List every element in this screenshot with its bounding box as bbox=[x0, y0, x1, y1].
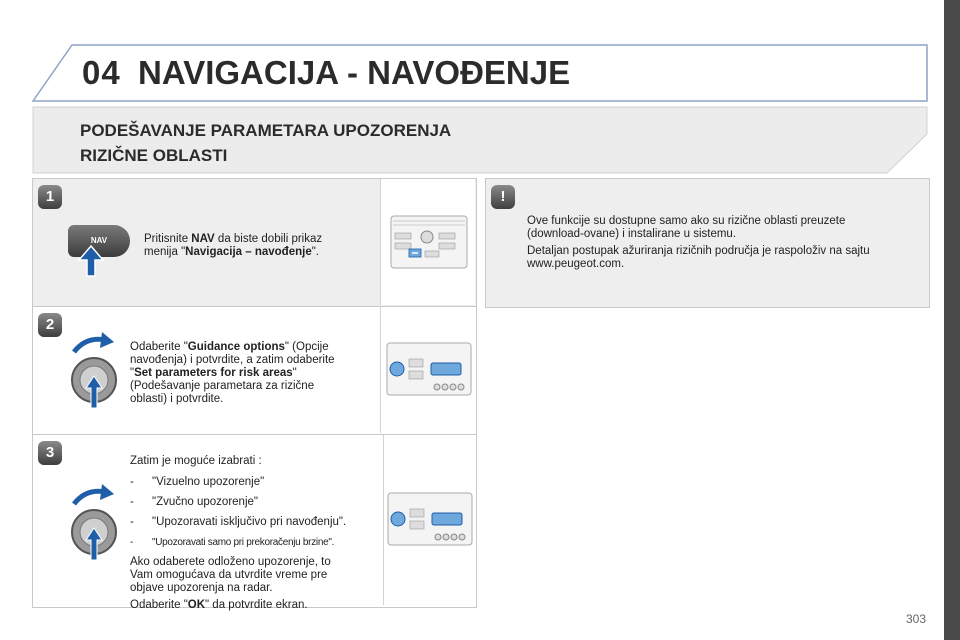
page-number: 303 bbox=[906, 612, 927, 626]
warning-para1-l2: (download-ovane) i instalirane u sistemu. bbox=[527, 228, 737, 240]
option-item: - "Vizuelno upozorenje" bbox=[130, 476, 382, 489]
radio-console-illustration bbox=[381, 179, 475, 305]
chapter-number: 04 bbox=[82, 54, 121, 91]
step-2-badge: 2 bbox=[38, 313, 62, 337]
step-3-para1-l3: objave upozorenja na radar. bbox=[130, 582, 273, 594]
chapter-title: NAVIGACIJA - NAVOĐENJE bbox=[138, 54, 571, 91]
warning-badge: ! bbox=[491, 185, 515, 209]
step-2-l5: oblasti) i potvrdite. bbox=[130, 393, 224, 405]
warning-text bbox=[527, 215, 922, 275]
section-title bbox=[80, 118, 580, 168]
step-1-line1-bold: NAV bbox=[191, 233, 215, 245]
option-item: - "Upozoravati samo pri prekoračenju brzine". bbox=[130, 536, 382, 549]
step-2-l1-bold: Guidance options bbox=[187, 341, 285, 353]
warning-para1 bbox=[527, 215, 922, 241]
step-1-text bbox=[144, 233, 374, 259]
step-3-para1-l1: Ako odaberete odloženo upozorenje, to bbox=[130, 556, 331, 568]
step-3-intro: Zatim je moguće izabrati : bbox=[130, 455, 262, 467]
step-1-line1-suffix: da biste dobili prikaz bbox=[214, 233, 323, 245]
step-2-l1-suffix: " (Opcije bbox=[284, 341, 329, 353]
section-title-line2: RIZIČNE OBLASTI bbox=[80, 146, 228, 165]
warning-para2-l1: Detaljan postupak ažuriranja rizičnih područja je raspoloživ na sajtu bbox=[527, 245, 870, 257]
step-1-line2-bold: Navigacija – navođenje bbox=[185, 246, 312, 258]
step-3-para2 bbox=[130, 599, 382, 612]
option-list bbox=[130, 476, 382, 549]
step-3-para1 bbox=[130, 556, 382, 595]
step-2-l3-prefix: " bbox=[130, 367, 135, 379]
step-3-badge: 3 bbox=[38, 441, 62, 465]
radio-console-illustration bbox=[381, 307, 475, 433]
page-edge-strip bbox=[944, 0, 960, 640]
rotary-knob-icon bbox=[66, 482, 124, 562]
step-1-badge: 1 bbox=[38, 185, 62, 209]
step-2-l4: (Podešavanje parametara za rizične bbox=[130, 380, 315, 392]
step-3-text bbox=[130, 455, 382, 616]
step-3-console-image bbox=[383, 435, 475, 605]
step-1-line2-suffix: ". bbox=[311, 246, 319, 258]
warning-para2-l2: www.peugeot.com. bbox=[527, 258, 625, 270]
press-arrow-icon bbox=[76, 244, 106, 278]
step-2-l3-bold: Set parameters for risk areas bbox=[134, 367, 293, 379]
step-1-line1-prefix: Pritisnite bbox=[144, 233, 192, 245]
step-1-line2-prefix: menija " bbox=[144, 246, 186, 258]
warning-para1-l1: Ove funkcije su dostupne samo ako su rizične oblasti preuzete bbox=[527, 215, 846, 227]
step-3-para2-bold: OK bbox=[187, 599, 206, 611]
step-3-para1-l2: Vam omogućava da utvrdite vreme pre bbox=[130, 569, 328, 581]
step-3-para2-prefix: Odaberite " bbox=[130, 599, 188, 611]
step-2-console-image bbox=[380, 307, 475, 433]
step-1-console-image bbox=[380, 179, 475, 305]
section-title-line1: PODEŠAVANJE PARAMETARA UPOZORENJA bbox=[80, 121, 452, 140]
rotary-knob-icon bbox=[66, 330, 124, 410]
step-2-l1-prefix: Odaberite " bbox=[130, 341, 188, 353]
step-3-para2-suffix: " da potvrdite ekran. bbox=[205, 599, 308, 611]
nav-button-key: NAV bbox=[68, 225, 130, 257]
warning-para2 bbox=[527, 245, 922, 271]
radio-console-illustration bbox=[384, 435, 475, 605]
option-item: - "Zvučno upozorenje" bbox=[130, 496, 382, 509]
step-2-text bbox=[130, 341, 375, 406]
step-2-l3-suffix: " bbox=[292, 367, 297, 379]
step-2-l2: navođenja) i potvrdite, a zatim odaberite bbox=[130, 354, 335, 366]
option-item: - "Upozoravati isključivo pri navođenju". bbox=[130, 516, 382, 529]
